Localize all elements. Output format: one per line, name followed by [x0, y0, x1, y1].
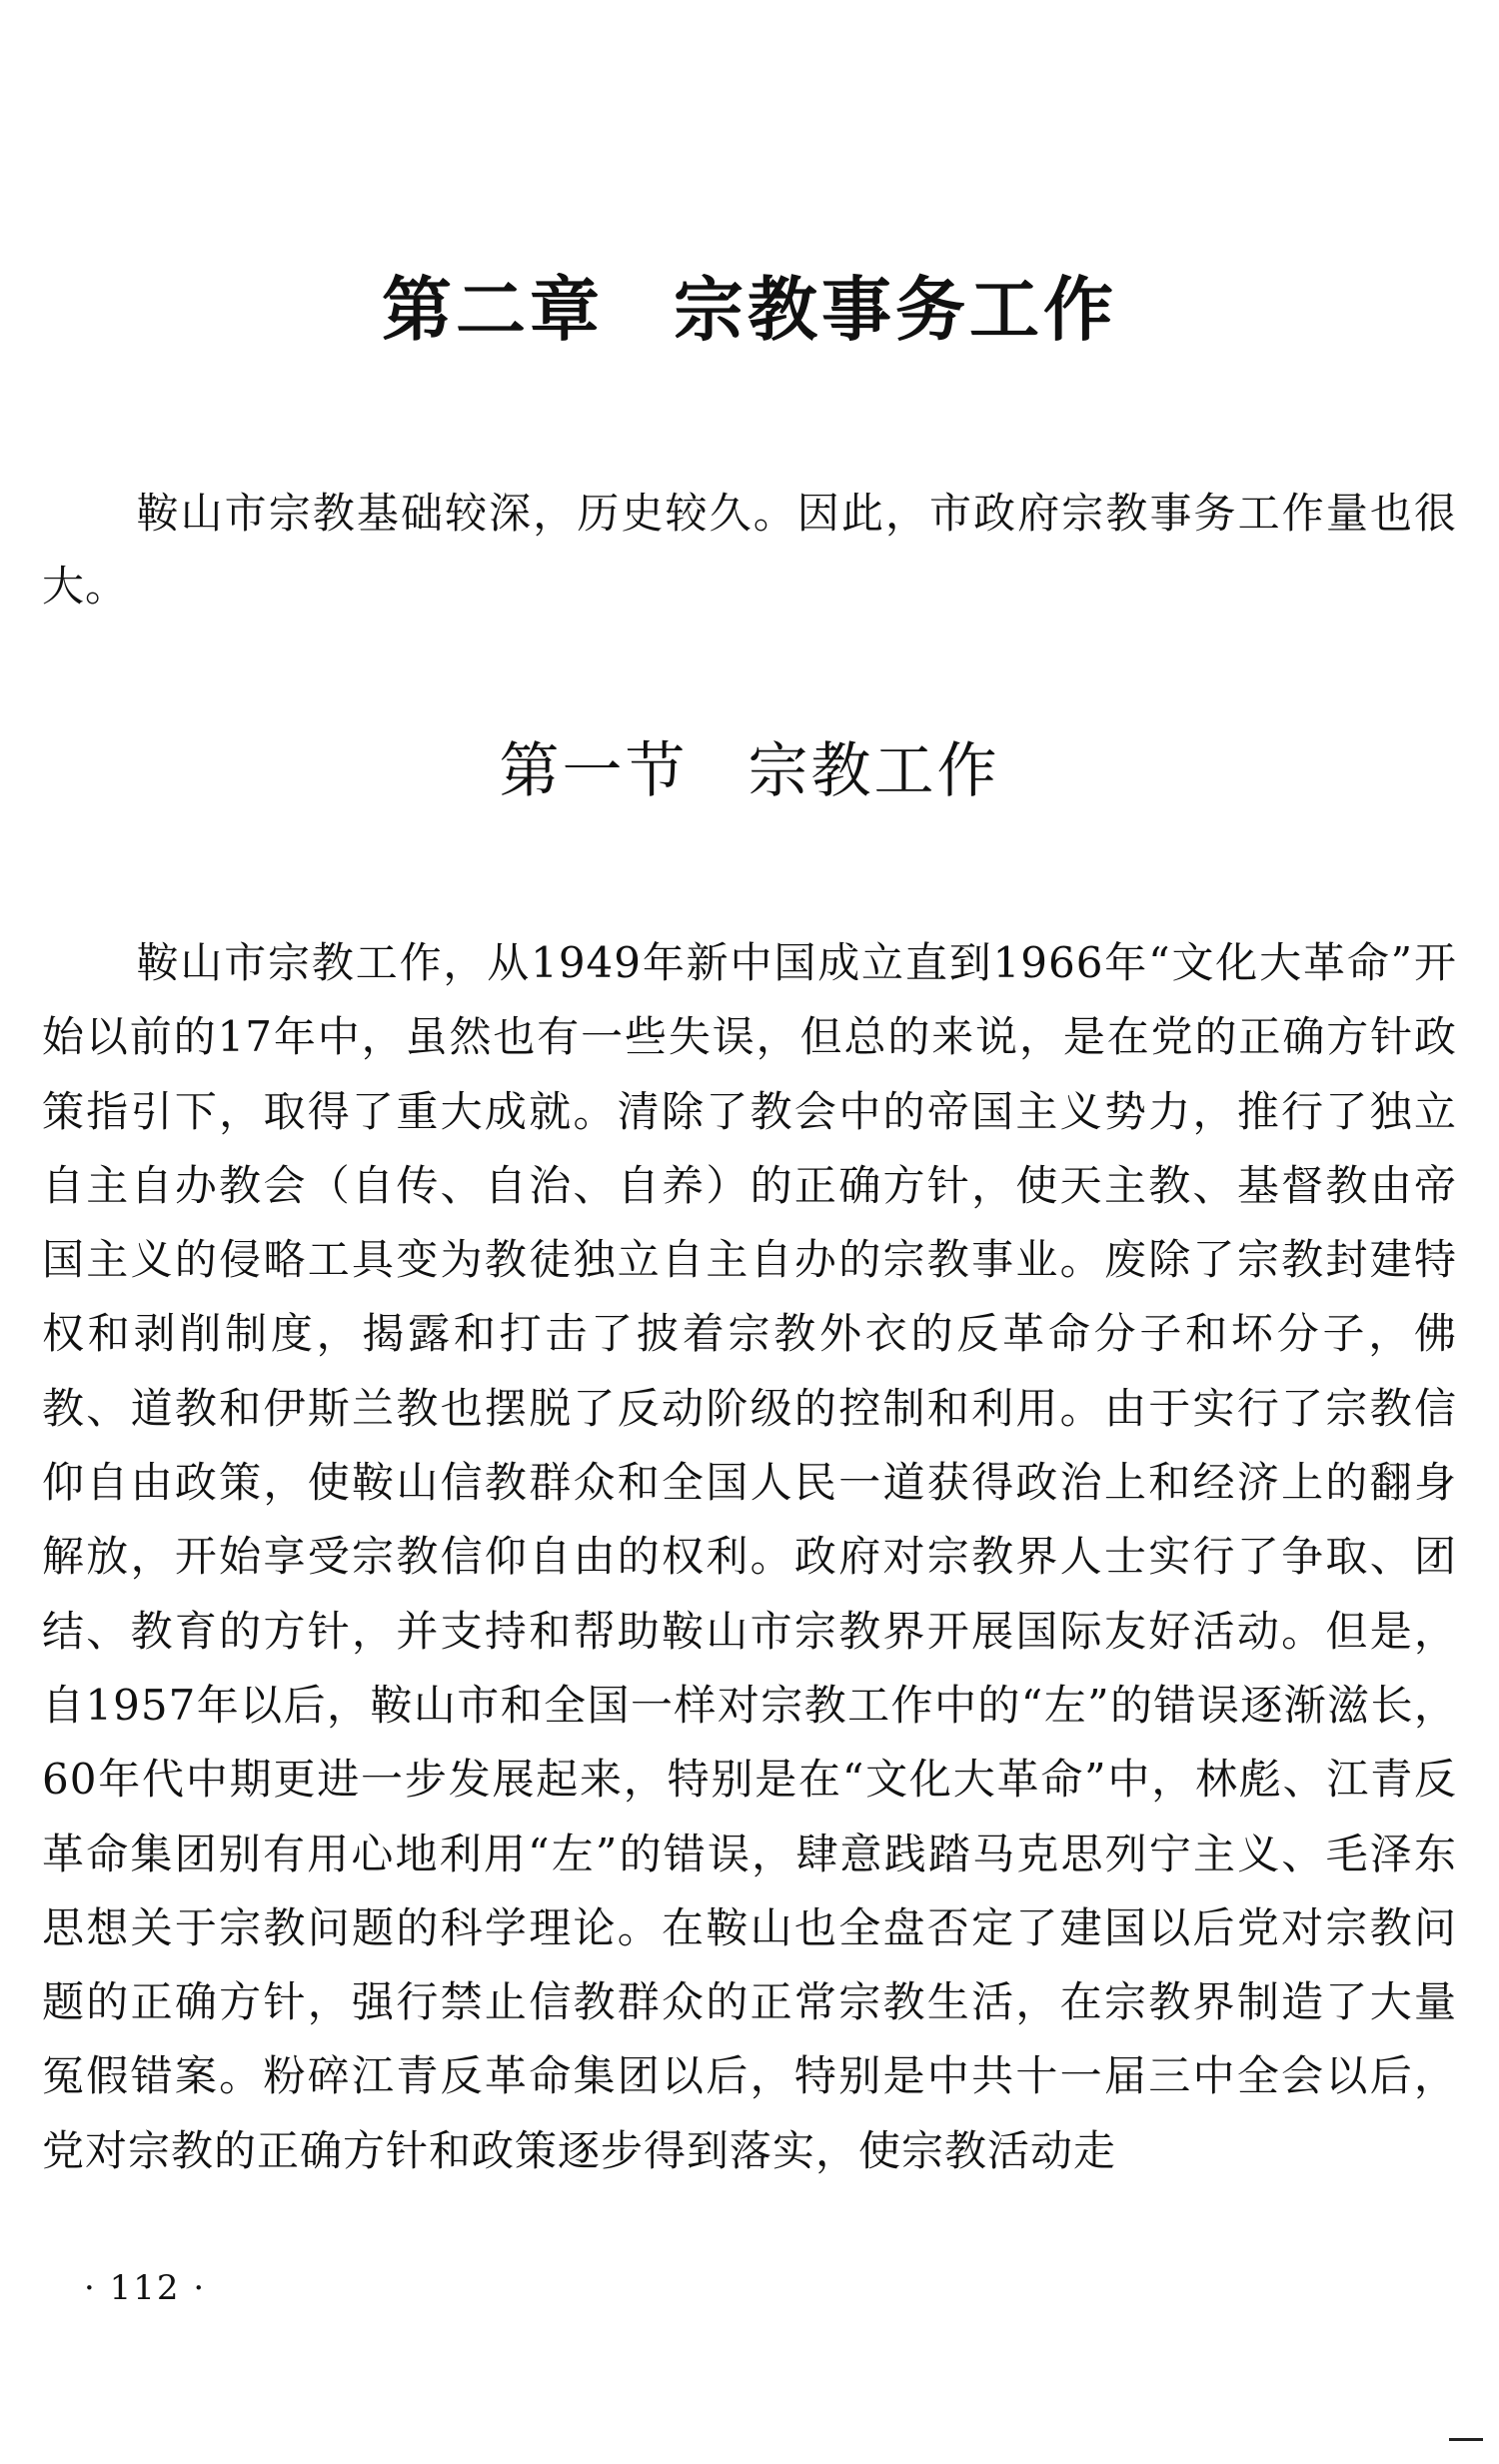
edge-mark [1449, 2438, 1483, 2441]
chapter-title: 宗教事务工作 [674, 269, 1117, 351]
page-number: · 112 · [84, 2268, 207, 2308]
chapter-number: 第二章 [382, 269, 604, 351]
body-paragraph: 鞍山市宗教工作，从1949年新中国成立直到1966年“文化大革命”开始以前的17年中，虽然也有一些失误，但总的来说，是在党的正确方针政策指引下，取得了重大成就。清除了教会中的帝国主义势力，推行了独立自主自办教会（自传、自治、自养）的正确方针，使天主教、基督教由帝国主义的侵略工具变为教徒独立自主自办的宗教事业。废除了宗教封建特权和剥削制度，揭露和打击了披着宗教外衣的反革命分子和坏分子，佛教、道教和伊斯兰教也摆脱了反动阶级的控制和利用。由于实行了宗教信仰自由政策，使鞍山信教群众和全国人民一道获得政治上和经济上的翻身解放，开始享受宗教信仰自由的权利。政府对宗教界人士实行了争取、团结、教育的方针，并支持和帮助鞍山市宗教界开展国际友好活动。但是，自1957年以后，鞍山市和全国一样对宗教工作中的“左”的错误逐渐滋长，60年代中期更进一步发展起来，特别是在“文化大革命”中，林彪、江青反革命集团别有用心地利用“左”的错误，肆意践踏马克思列宁主义、毛泽东思想关于宗教问题的科学理论。在鞍山也全盘否定了建国以后党对宗教问题的正确方针，强行禁止信教群众的正常宗教生活，在宗教界制造了大量冤假错案。粉碎江青反革命集团以后，特别是中共十一届三中全会以后，党对宗教的正确方针和政策逐步得到落实，使宗教活动走 [42, 938, 1457, 2175]
section-heading [0, 731, 1499, 811]
section-number: 第一节 [499, 736, 689, 806]
chapter-heading [0, 265, 1499, 355]
section-title: 宗教工作 [748, 736, 1000, 806]
intro-paragraph: 鞍山市宗教基础较深，历史较久。因此，市政府宗教事务工作量也很大。 [42, 489, 1457, 611]
